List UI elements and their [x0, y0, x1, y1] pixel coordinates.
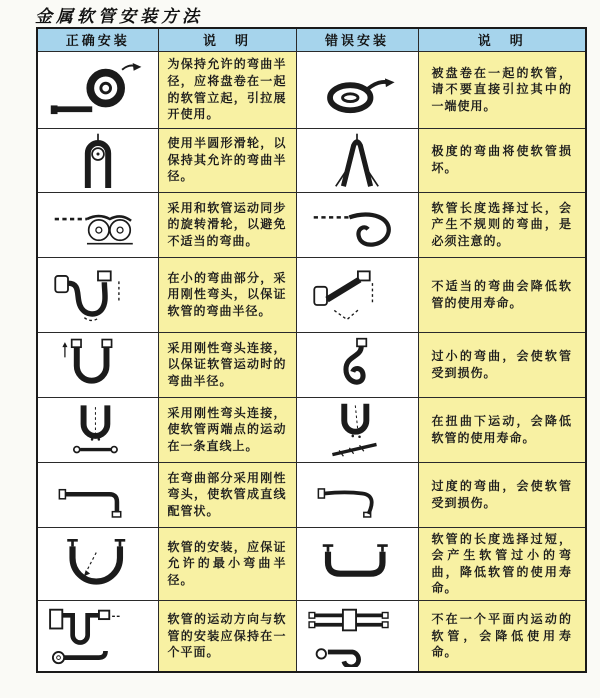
- table-row: [37, 600, 586, 672]
- u-hose-minimum-radius-icon: [46, 535, 150, 593]
- too-small-bend-hook-icon: [307, 337, 407, 393]
- extreme-bend-hose-icon: [307, 132, 407, 188]
- wrong-image-cell: [296, 128, 418, 192]
- header-description-right: 说 明: [418, 28, 586, 51]
- correct-image-cell: [37, 527, 158, 600]
- wrong-image-cell: [296, 397, 418, 462]
- wrong-desc: 过度的弯曲，会使软管受到损伤。: [418, 462, 586, 527]
- wrong-desc: 不在一个平面内运动的软管，会降低使用寿命。: [418, 600, 586, 672]
- wrong-desc: 过小的弯曲，会使软管受到损伤。: [418, 332, 586, 397]
- wrong-desc: 在扭曲下运动，会降低软管的使用寿命。: [418, 397, 586, 462]
- hose-on-semicircular-pulley-icon: [48, 132, 148, 188]
- correct-desc: 软管的运动方向与软管的安装应保持在一个平面。: [158, 600, 296, 672]
- wrong-image-cell: [296, 600, 418, 672]
- straight-hose-rigid-elbow-icon: [46, 470, 150, 520]
- wrong-desc: 软管的长度选择过短，会产生软管过小的弯曲，降低软管的使用寿命。: [418, 527, 586, 600]
- wrong-desc: 被盘卷在一起的软管，请不要直接引拉其中的一端使用。: [418, 51, 586, 128]
- correct-image-cell: [37, 192, 158, 257]
- rigid-elbow-connection-u-hose-icon: [48, 337, 148, 393]
- correct-image-cell: [37, 128, 158, 192]
- wrong-image-cell: [296, 192, 418, 257]
- table-row: [37, 527, 586, 600]
- correct-image-cell: [37, 257, 158, 332]
- wrong-desc: 软管长度选择过长，会产生不规则的弯曲，是必须注意的。: [418, 192, 586, 257]
- correct-image-cell: [37, 397, 158, 462]
- correct-image-cell: [37, 462, 158, 527]
- table-row: [37, 462, 586, 527]
- header-row: [37, 28, 586, 51]
- correct-desc: 采用和软管运动同步的旋转滑轮，以避免不适当的弯曲。: [158, 192, 296, 257]
- correct-desc: 使用半圆形滑轮，以保持其允许的弯曲半径。: [158, 128, 296, 192]
- correct-image-cell: [37, 51, 158, 128]
- wrong-image-cell: [296, 462, 418, 527]
- correct-desc: 采用刚性弯头连接，使软管两端点的运动在一条直线上。: [158, 397, 296, 462]
- correct-desc: 为保持允许的弯曲半径，应将盘卷在一起的软管立起，引拉展开使用。: [158, 51, 296, 128]
- u-hose-twisted-motion-icon: [307, 402, 407, 458]
- wrong-image-cell: [296, 332, 418, 397]
- wrong-image-cell: [296, 527, 418, 600]
- over-long-hose-loop-icon: [304, 197, 410, 253]
- correct-desc: 在弯曲部分采用刚性弯头，使软管成直线配管状。: [158, 462, 296, 527]
- hose-motion-same-plane-icon: [46, 605, 150, 667]
- header-wrong-install: 错误安装: [296, 28, 418, 51]
- wrong-image-cell: [296, 51, 418, 128]
- too-short-flat-hose-icon: [305, 535, 409, 593]
- header-correct-install: 正确安装: [37, 28, 158, 51]
- table-row: [37, 128, 586, 192]
- standing-coil-hose-icon: [45, 58, 151, 122]
- correct-desc: 软管的安装，应保证允许的最小弯曲半径。: [158, 527, 296, 600]
- installation-table: [36, 27, 587, 673]
- wrong-desc: 不适当的弯曲会降低软管的使用寿命。: [418, 257, 586, 332]
- wrong-desc: 极度的弯曲将使软管损坏。: [418, 128, 586, 192]
- correct-image-cell: [37, 332, 158, 397]
- u-hose-ends-in-line-icon: [48, 402, 148, 458]
- table-row: [37, 51, 586, 128]
- table-row: [37, 397, 586, 462]
- page-title: 金属软管安装方法: [35, 7, 203, 27]
- hose-motion-out-of-plane-icon: [305, 605, 409, 667]
- correct-image-cell: [37, 600, 158, 672]
- table-row: [37, 257, 586, 332]
- header-description-left: 说 明: [158, 28, 296, 51]
- wrong-image-cell: [296, 257, 418, 332]
- table-row: [37, 332, 586, 397]
- correct-desc: 采用刚性弯头连接，以保证软管运动时的弯曲半径。: [158, 332, 296, 397]
- table-row: [37, 192, 586, 257]
- over-bent-hose-end-icon: [305, 470, 409, 520]
- synchronized-rotating-pulleys-icon: [45, 197, 151, 253]
- rigid-elbow-small-bend-icon: [48, 263, 148, 327]
- flat-coil-pulled-hose-icon: [304, 58, 410, 122]
- correct-desc: 在小的弯曲部分，采用刚性弯头，以保证软管的弯曲半径。: [158, 257, 296, 332]
- improper-sharp-bend-icon: [307, 263, 407, 327]
